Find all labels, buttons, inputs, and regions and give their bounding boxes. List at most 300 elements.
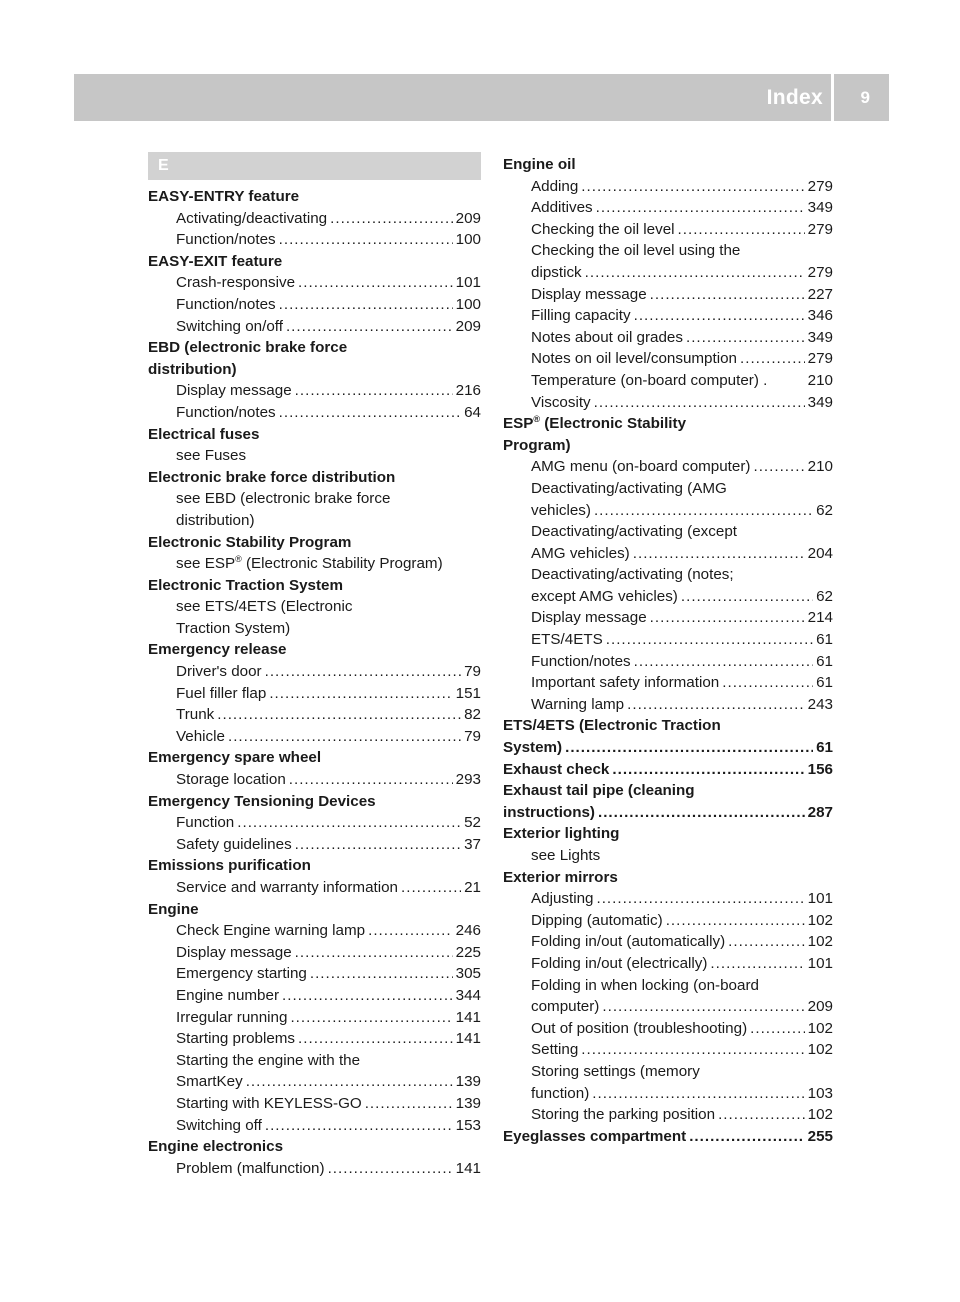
subentry-label: see Lights	[531, 847, 601, 864]
index-heading	[503, 823, 833, 845]
subentry-label: Folding in/out (automatically)	[531, 933, 726, 951]
page-reference: 102	[807, 1019, 833, 1037]
index-subentry	[503, 543, 833, 565]
subentry-label: Fuel filler flap	[176, 684, 267, 702]
subentry-label: Emergency starting	[176, 965, 307, 983]
subentry-label: see ETS/4ETS (Electronic	[176, 598, 353, 616]
page-reference: 216	[455, 382, 481, 400]
subentry-label: Checking the oil level	[531, 220, 675, 238]
page-reference: 210	[807, 371, 833, 389]
index-heading	[503, 802, 833, 824]
index-subentry	[503, 996, 833, 1018]
index-heading	[503, 759, 833, 781]
index-heading	[148, 1136, 481, 1158]
index-heading	[148, 791, 481, 813]
dot-leader	[634, 305, 805, 327]
dot-leader	[217, 704, 461, 726]
subentry-label: Deactivating/activating (except	[531, 523, 737, 541]
dot-leader	[328, 1158, 453, 1180]
dot-leader	[265, 661, 461, 683]
index-heading	[148, 337, 481, 359]
index-heading	[148, 899, 481, 921]
subentry-label: Filling capacity	[531, 307, 631, 325]
heading-label: Exterior lighting	[503, 825, 620, 843]
index-subentry	[503, 392, 833, 414]
page-reference: 61	[816, 674, 833, 692]
index-subentry-text	[503, 478, 833, 500]
subentry-label: see Fuses	[176, 447, 247, 465]
index-column-left	[148, 152, 481, 1179]
heading-label: Exhaust check	[503, 760, 610, 778]
subentry-label: Starting with KEYLESS-GO	[176, 1094, 362, 1112]
dot-leader	[565, 737, 813, 759]
dot-leader	[740, 348, 805, 370]
dot-leader	[681, 586, 813, 608]
page-reference: 279	[807, 350, 833, 368]
index-subentry	[503, 694, 833, 716]
index-heading	[503, 413, 833, 435]
dot-leader	[710, 953, 804, 975]
registered-mark: ®	[533, 414, 541, 425]
subentry-label: Crash-responsive	[176, 274, 296, 292]
index-subentry	[148, 726, 481, 748]
index-subentry-text	[148, 488, 481, 510]
index-subentry	[503, 629, 833, 651]
index-heading	[503, 867, 833, 889]
index-heading	[148, 251, 481, 273]
index-subentry	[148, 316, 481, 338]
dot-leader	[596, 888, 804, 910]
index-subentry	[503, 586, 833, 608]
page-reference: 139	[455, 1094, 481, 1112]
index-subentry	[503, 953, 833, 975]
page-reference: 37	[464, 835, 481, 853]
subentry-label: Deactivating/activating (AMG	[531, 479, 727, 497]
subentry-label: dipstick	[531, 263, 582, 281]
subentry-label: Temperature (on-board computer) .	[531, 371, 768, 389]
index-subentry	[148, 272, 481, 294]
page-reference: 204	[807, 544, 833, 562]
dot-leader	[581, 176, 804, 198]
heading-label: ESP	[503, 415, 534, 433]
dot-leader	[295, 834, 461, 856]
index-subentry	[503, 284, 833, 306]
index-heading	[503, 737, 833, 759]
index-heading	[503, 435, 833, 457]
subentry-label: function)	[531, 1084, 590, 1102]
subentry-label: Viscosity	[531, 393, 591, 411]
dot-leader	[722, 672, 813, 694]
dot-leader	[689, 1126, 804, 1148]
index-subentry	[148, 661, 481, 683]
dot-leader	[279, 402, 461, 424]
dot-leader	[606, 629, 813, 651]
subentry-label: Display message	[176, 943, 292, 961]
index-subentry-text	[503, 240, 833, 262]
subentry-label: Irregular running	[176, 1008, 288, 1026]
index-subentry-text	[148, 445, 481, 467]
heading-label: System)	[503, 739, 563, 757]
heading-label: Exhaust tail pipe (cleaning	[503, 782, 695, 800]
page-reference: 287	[807, 803, 833, 821]
index-column-right	[503, 154, 833, 1147]
index-subentry	[148, 769, 481, 791]
subentry-label: Checking the oil level using the	[531, 242, 741, 260]
page-reference: 209	[455, 317, 481, 335]
heading-label: Eyeglasses compartment	[503, 1127, 687, 1145]
page-header-bar	[74, 74, 889, 121]
subentry-label: see EBD (electronic brake force	[176, 490, 391, 508]
subentry-label: Storing the parking position	[531, 1106, 716, 1124]
index-subentry-text	[503, 564, 833, 586]
index-subentry	[503, 1018, 833, 1040]
dot-leader	[592, 1083, 804, 1105]
subentry-label: Function/notes	[176, 403, 276, 421]
heading-label: distribution)	[148, 360, 237, 378]
index-subentry	[148, 1158, 481, 1180]
dot-leader	[753, 456, 804, 478]
dot-leader	[298, 1028, 453, 1050]
subentry-label: Switching off	[176, 1116, 262, 1134]
page-reference: 100	[455, 231, 481, 249]
index-subentry	[503, 672, 833, 694]
index-subentry	[148, 942, 481, 964]
heading-label: Emergency Tensioning Devices	[148, 792, 376, 810]
index-subentry	[503, 910, 833, 932]
page-reference: 101	[807, 890, 833, 908]
dot-leader	[290, 1007, 452, 1029]
subentry-label: Driver's door	[176, 663, 262, 681]
page-reference: 21	[464, 879, 481, 896]
page-reference: 79	[464, 727, 481, 745]
index-subentry	[148, 229, 481, 251]
dot-leader	[728, 931, 805, 953]
subentry-label: Notes about oil grades	[531, 328, 683, 346]
index-subentry	[503, 305, 833, 327]
index-subentry	[148, 1007, 481, 1029]
index-heading	[503, 1126, 833, 1148]
index-subentry-text	[148, 510, 481, 532]
index-subentry-text	[503, 521, 833, 543]
dot-leader	[686, 327, 805, 349]
heading-label: Exterior mirrors	[503, 868, 618, 886]
page-reference: 61	[816, 739, 833, 757]
index-subentry	[148, 985, 481, 1007]
subentry-label: Check Engine warning lamp	[176, 922, 366, 940]
subentry-label: Display message	[531, 609, 647, 627]
page-reference: 209	[807, 998, 833, 1016]
page-reference: 103	[807, 1084, 833, 1102]
subentry-label: Warning lamp	[531, 695, 625, 713]
subentry-label: except AMG vehicles)	[531, 587, 678, 605]
dot-leader	[295, 380, 453, 402]
page-reference: 102	[807, 1041, 833, 1059]
dot-leader	[279, 229, 453, 251]
subentry-label: Switching on/off	[176, 317, 283, 335]
dot-leader	[650, 284, 805, 306]
page-reference: 61	[816, 652, 833, 670]
index-subentry	[148, 683, 481, 705]
subentry-label: computer)	[531, 998, 600, 1016]
index-subentry	[148, 1028, 481, 1050]
page-reference: 243	[807, 695, 833, 713]
subentry-label: Function	[176, 814, 235, 832]
dot-leader	[228, 726, 461, 748]
index-subentry	[148, 1093, 481, 1115]
index-subentry	[503, 456, 833, 478]
page-reference: 349	[807, 328, 833, 346]
dot-leader	[581, 1039, 804, 1061]
dot-leader	[286, 316, 453, 338]
page-reference: 61	[816, 631, 833, 649]
subentry-label: Adding	[531, 177, 579, 195]
page-reference: 100	[455, 295, 481, 313]
dot-leader	[310, 963, 453, 985]
subentry-label: Out of position (troubleshooting)	[531, 1019, 748, 1037]
index-subentry	[503, 931, 833, 953]
page-reference: 346	[807, 307, 833, 325]
index-subentry	[503, 348, 833, 370]
dot-leader	[298, 272, 453, 294]
dot-leader	[368, 920, 453, 942]
index-heading	[503, 154, 833, 176]
page-reference: 225	[455, 943, 481, 961]
subentry-label: distribution)	[176, 511, 255, 529]
page-reference: 279	[807, 220, 833, 238]
dot-leader	[246, 1071, 453, 1093]
dot-leader	[634, 651, 813, 673]
index-subentry	[148, 380, 481, 402]
index-subentry	[503, 1083, 833, 1105]
heading-label: instructions)	[503, 803, 595, 821]
dot-leader	[269, 683, 452, 705]
index-subentry	[503, 1104, 833, 1126]
index-entries-left	[148, 186, 481, 1179]
subentry-label: Traction System)	[176, 619, 291, 637]
index-subentry	[148, 294, 481, 316]
page-reference: 64	[464, 403, 481, 421]
index-subentry	[148, 963, 481, 985]
subentry-label: vehicles)	[531, 501, 591, 519]
page-reference: 139	[455, 1073, 481, 1091]
subentry-label: Display message	[531, 285, 647, 303]
page-reference: 62	[816, 587, 833, 605]
heading-label: Emergency spare wheel	[148, 749, 322, 767]
dot-leader	[585, 262, 805, 284]
dot-leader	[289, 769, 453, 791]
dot-leader	[718, 1104, 805, 1126]
dot-leader	[365, 1093, 453, 1115]
index-subentry	[503, 197, 833, 219]
index-subentry-text	[503, 845, 833, 867]
dot-leader	[598, 802, 805, 824]
index-heading	[148, 639, 481, 661]
page-reference: 52	[464, 814, 481, 832]
page-number: 9	[860, 88, 870, 107]
page-reference: 141	[455, 1030, 481, 1048]
page-reference: 156	[807, 760, 833, 778]
page-reference: 101	[455, 274, 481, 292]
page-reference: 279	[807, 177, 833, 195]
page-reference: 62	[816, 501, 833, 519]
page-reference: 141	[455, 1008, 481, 1026]
dot-leader	[666, 910, 805, 932]
subentry-label: ETS/4ETS	[531, 631, 603, 649]
page-reference: 209	[455, 209, 481, 227]
dot-leader	[596, 197, 805, 219]
index-subentry	[148, 208, 481, 230]
index-subentry	[148, 834, 481, 856]
subentry-label: Trunk	[176, 706, 215, 724]
page-reference: 101	[807, 954, 833, 972]
page-reference: 293	[455, 771, 481, 789]
index-heading	[148, 747, 481, 769]
page-reference: 102	[807, 911, 833, 929]
heading-label: Engine electronics	[148, 1138, 284, 1156]
subentry-label: Starting the engine with the	[176, 1051, 361, 1069]
index-subentry	[503, 607, 833, 629]
dot-leader	[612, 759, 804, 781]
page-reference: 246	[455, 922, 481, 940]
dot-leader	[330, 208, 453, 230]
subentry-label: Folding in when locking (on-board	[531, 976, 759, 994]
dot-leader	[594, 392, 805, 414]
subentry-label: Engine number	[176, 986, 280, 1004]
index-subentry	[148, 920, 481, 942]
index-heading	[148, 575, 481, 597]
subentry-label: Function/notes	[176, 231, 276, 249]
subentry-label: Adjusting	[531, 890, 594, 908]
subentry-label: Service and warranty information	[176, 879, 399, 896]
subentry-label: Function/notes	[176, 295, 276, 313]
subentry-label-rest: (Electronic Stability Program)	[241, 555, 443, 573]
dot-leader	[750, 1018, 805, 1040]
dot-leader	[594, 500, 813, 522]
heading-label: Engine	[148, 900, 199, 918]
page-reference: 102	[807, 1106, 833, 1124]
index-subentry	[503, 888, 833, 910]
index-subentry-text	[148, 618, 481, 640]
index-heading	[148, 359, 481, 381]
heading-label: Engine oil	[503, 156, 576, 173]
subentry-label: SmartKey	[176, 1073, 243, 1091]
index-subentry	[148, 1115, 481, 1137]
index-heading	[503, 715, 833, 737]
subentry-label: Problem (malfunction)	[176, 1159, 325, 1177]
heading-label: EASY-EXIT feature	[148, 252, 283, 270]
index-subentry	[503, 651, 833, 673]
subentry-label: Storage location	[176, 771, 286, 789]
index-subentry	[148, 1071, 481, 1093]
subentry-label: Notes on oil level/consumption	[531, 350, 737, 368]
heading-label: EBD (electronic brake force	[148, 339, 348, 357]
index-subentry	[148, 812, 481, 834]
subentry-label: Vehicle	[176, 727, 225, 745]
index-subentry	[148, 877, 481, 899]
page-reference: 349	[807, 393, 833, 411]
index-subentry	[503, 500, 833, 522]
index-subentry	[503, 1039, 833, 1061]
dot-leader	[627, 694, 805, 716]
heading-label: Emissions purification	[148, 857, 311, 875]
subentry-label: Dipping (automatic)	[531, 911, 663, 929]
dot-leader	[237, 812, 461, 834]
dot-leader	[279, 294, 453, 316]
subentry-label: Folding in/out (electrically)	[531, 954, 708, 972]
page-reference: 344	[455, 986, 481, 1004]
page-reference: 214	[807, 609, 833, 627]
index-subentry	[503, 262, 833, 284]
index-subentry	[503, 219, 833, 241]
registered-mark: ®	[235, 554, 242, 565]
subentry-label: Starting problems	[176, 1030, 296, 1048]
subentry-label: Safety guidelines	[176, 835, 292, 853]
index-subentry	[148, 402, 481, 424]
heading-label: Electronic Stability Program	[148, 533, 352, 551]
dot-leader	[633, 543, 805, 565]
heading-label: Electrical fuses	[148, 425, 260, 443]
index-subentry-text	[503, 1061, 833, 1083]
dot-leader	[401, 877, 461, 899]
index-heading	[148, 186, 481, 208]
heading-label: EASY-ENTRY feature	[148, 188, 300, 205]
section-letter-header: E	[148, 152, 481, 180]
page-reference: 279	[807, 263, 833, 281]
dot-leader	[265, 1115, 453, 1137]
subentry-label: Function/notes	[531, 652, 631, 670]
heading-label: Program)	[503, 436, 571, 454]
page-reference: 305	[455, 965, 481, 983]
index-subentry-text	[148, 1050, 481, 1072]
index-subentry	[503, 327, 833, 349]
dot-leader	[650, 607, 805, 629]
subentry-label: AMG menu (on-board computer)	[531, 458, 751, 476]
dot-leader	[678, 219, 805, 241]
heading-label-rest: (Electronic Stability	[540, 415, 687, 433]
page-reference: 349	[807, 199, 833, 217]
heading-label: Electronic brake force distribution	[148, 468, 396, 486]
dot-leader	[602, 996, 804, 1018]
page-reference: 153	[455, 1116, 481, 1134]
page-reference: 79	[464, 663, 481, 681]
heading-label: Electronic Traction System	[148, 576, 343, 594]
subentry-label: Storing settings (memory	[531, 1062, 700, 1080]
subentry-label: AMG vehicles)	[531, 544, 630, 562]
heading-label: Emergency release	[148, 641, 287, 659]
index-subentry	[503, 176, 833, 198]
page-reference: 227	[807, 285, 833, 303]
index-subentry-text	[148, 553, 481, 575]
index-entries-right	[503, 154, 833, 1147]
page-reference: 151	[455, 684, 481, 702]
subentry-label: Display message	[176, 382, 292, 400]
heading-label: ETS/4ETS (Electronic Traction	[503, 717, 721, 735]
subentry-label: Activating/deactivating	[176, 209, 328, 227]
dot-leader	[282, 985, 453, 1007]
index-subentry-text	[148, 596, 481, 618]
subentry-label: Important safety information	[531, 674, 720, 692]
index-heading	[503, 780, 833, 802]
index-heading	[148, 855, 481, 877]
index-subentry	[148, 704, 481, 726]
subentry-label: Additives	[531, 199, 593, 217]
header-separator	[831, 74, 834, 121]
page-header-title: Index	[766, 86, 823, 109]
page-reference: 210	[807, 458, 833, 476]
index-subentry-text	[503, 975, 833, 997]
index-heading	[148, 424, 481, 446]
index-heading	[148, 467, 481, 489]
